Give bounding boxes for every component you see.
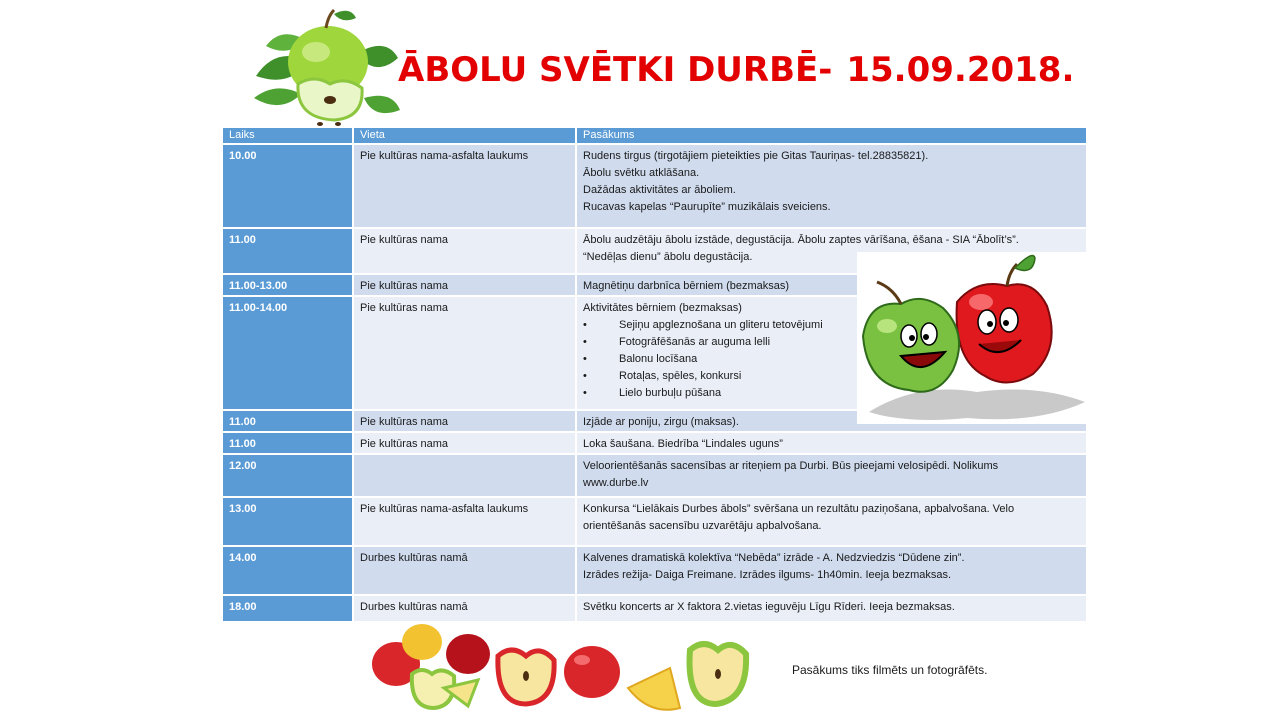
table-row <box>223 454 1087 497</box>
event-line: Dažādas aktivitātes ar āboliem. <box>583 184 736 196</box>
event-line: Ābolu audzētāju ābolu izstāde, degustācija. Ābolu zaptes vārīšana, ēšana - SIA “Ābolīt’s”. <box>583 234 1019 246</box>
table-row <box>223 546 1087 595</box>
event-line: Rucavas kapelas “Paurupīte” muzikālais sveiciens. <box>583 201 831 213</box>
row-place: Durbes kultūras namā <box>353 546 576 595</box>
row-place: Pie kultūras nama <box>353 410 576 432</box>
row-place: Pie kultūras nama <box>353 228 576 274</box>
row-time: 11.00-13.00 <box>223 274 353 296</box>
table-row <box>223 497 1087 546</box>
event-line: Veloorientēšanās sacensības ar riteņiem pa Durbi. Būs pieejami velosipēdi. Nolikums <box>583 460 999 472</box>
event-line: Magnētiņu darbnīca bērniem (bezmaksas) <box>583 280 790 292</box>
row-time: 10.00 <box>223 144 353 228</box>
row-place: Pie kultūras nama-asfalta laukums <box>353 497 576 546</box>
row-event <box>576 144 1087 228</box>
green-apple-illustration <box>246 6 406 126</box>
row-event <box>576 454 1087 497</box>
event-line: Konkursa “Lielākais Durbes ābols” svēršana un rezultātu paziņošana, apbalvošana. Velo <box>583 503 1015 515</box>
header-place: Vieta <box>353 128 576 144</box>
table-header-row <box>223 128 1087 144</box>
event-line: Loka šaušana. Biedrība “Lindales uguns” <box>583 438 783 450</box>
row-time: 14.00 <box>223 546 353 595</box>
row-time: 18.00 <box>223 595 353 621</box>
page-title <box>398 50 1074 90</box>
row-place <box>353 454 576 497</box>
list-item: • Balonu locīšana <box>583 351 1080 368</box>
row-place: Pie kultūras nama <box>353 296 576 410</box>
event-line: Svētku koncerts ar X faktora 2.vietas ieguvēju Līgu Rīderi. Ieeja bezmaksas. <box>583 601 955 613</box>
header-time: Laiks <box>223 128 353 144</box>
row-time: 11.00 <box>223 228 353 274</box>
row-event <box>576 546 1087 595</box>
event-line: “Nedēļas dienu” ābolu degustācija. <box>583 251 753 263</box>
row-place: Pie kultūras nama <box>353 432 576 454</box>
row-time: 11.00 <box>223 432 353 454</box>
row-place: Durbes kultūras namā <box>353 595 576 621</box>
footer-note: Pasākums tiks filmēts un fotogrāfēts. <box>792 663 988 677</box>
cartoon-apples-illustration <box>857 252 1087 424</box>
row-place: Pie kultūras nama-asfalta laukums <box>353 144 576 228</box>
row-event <box>576 497 1087 546</box>
event-line: Izrādes režija- Daiga Freimane. Izrādes ilgums- 1h40min. Ieeja bezmaksas. <box>583 569 952 581</box>
table-row <box>223 432 1087 454</box>
list-item: • Lielo burbuļu pūšana <box>583 385 1080 402</box>
event-line: orientēšanās sacensību uzvarētāju apbalvošana. <box>583 520 822 532</box>
row-time: 11.00-14.00 <box>223 296 353 410</box>
event-line: Izjāde ar poniju, zirgu (maksas). <box>583 416 739 428</box>
title-date: 15.09.2018. <box>846 50 1075 90</box>
event-line: Aktivitātes bērniem (bezmaksas) <box>583 302 742 314</box>
row-event <box>576 595 1087 621</box>
event-line: www.durbe.lv <box>583 477 649 489</box>
header-event: Pasākums <box>576 128 1087 144</box>
list-item: • Sejiņu apgleznošana un gliteru tetovējumi <box>583 317 1080 334</box>
list-item: • Fotogrāfēšanās ar auguma lelli <box>583 334 1080 351</box>
row-place: Pie kultūras nama <box>353 274 576 296</box>
event-line: Rudens tirgus (tirgotājiem pieteikties pie Gitas Tauriņas- tel.28835821). <box>583 150 929 162</box>
apples-row-illustration <box>360 620 760 720</box>
row-time: 12.00 <box>223 454 353 497</box>
row-time: 13.00 <box>223 497 353 546</box>
row-time: 11.00 <box>223 410 353 432</box>
title-main: ĀBOLU SVĒTKI DURBĒ- <box>398 50 833 90</box>
row-event <box>576 432 1087 454</box>
table-row <box>223 144 1087 228</box>
table-row <box>223 595 1087 621</box>
event-line: Kalvenes dramatiskā kolektīva “Nebēda” izrāde - A. Nedzviedzis “Dūdene zin”. <box>583 552 965 564</box>
list-item: • Rotaļas, spēles, konkursi <box>583 368 1080 385</box>
event-line: Ābolu svētku atklāšana. <box>583 167 700 179</box>
